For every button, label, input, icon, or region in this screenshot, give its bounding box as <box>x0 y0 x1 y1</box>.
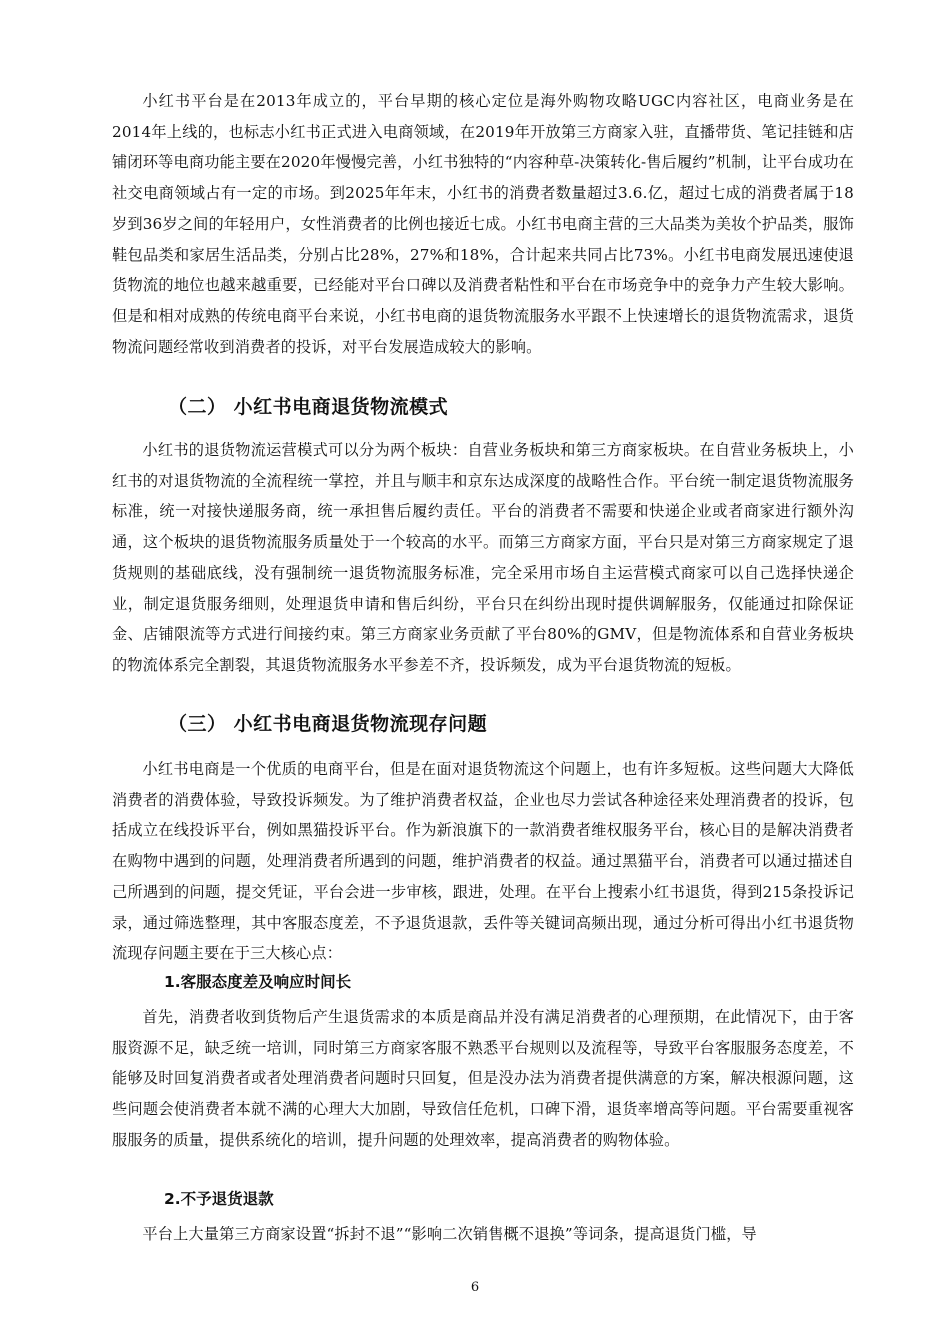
subheading-customer-service: 1.客服态度差及响应时间长 <box>164 973 352 991</box>
paragraph-return-logistics-model: 小红书的退货物流运营模式可以分为两个板块：自营业务板块和第三方商家板块。在自营业务板块上，小红书的对退货物流的全流程统一掌控，并且与顺丰和京东达成深度的战略性合作。平台统一制定退货物流服务标准，统一对接快递服务商，统一承担售后履约责任。平台的消费者不需要和快递企业或者商家进行额外沟通，这个板块的退货物流服务质量处于一个较高的水平。而第三方商家方面，平台只是对第三方商家规定了退货规则的基础底线，没有强制统一退货物流服务标准，完全采用市场自主运营模式商家可以自己选择快递企业，制定退货服务细则，处理退货申请和售后纠纷，平台只在纠纷出现时提供调解服务，仅能通过扣除保证金、店铺限流等方式进行间接约束。第三方商家业务贡献了平台80%的GMV，但是物流体系和自营业务板块的物流体系完全割裂，其退货物流服务水平参差不齐，投诉频发，成为平台退货物流的短板。 <box>112 441 854 674</box>
paragraph-existing-problems: 小红书电商是一个优质的电商平台，但是在面对退货物流这个问题上，也有许多短板。这些问题大大降低消费者的消费体验，导致投诉频发。为了维护消费者权益，企业也尽力尝试各种途径来处理消费者的投诉，包括成立在线投诉平台，例如黑猫投诉平台。作为新浪旗下的一款消费者维权服务平台，核心目的是解决消费者在购物中遇到的问题，处理消费者所遇到的问题，维护消费者的权益。通过黑猫平台，消费者可以通过描述自己所遇到的问题，提交凭证，平台会进一步审核，跟进，处理。在平台上搜索小红书退货，得到215条投诉记录，通过筛选整理，其中客服态度差，不予退货退款，丢件等关键词高频出现，通过分析可得出小红书退货物流现存问题主要在于三大核心点： <box>112 760 854 963</box>
paragraph-no-refund: 平台上大量第三方商家设置“拆封不退”“影响二次销售概不退换”等词条，提高退货门槛，导 <box>142 1225 757 1243</box>
section-heading-existing-problems: （三） 小红书电商退货物流现存问题 <box>168 713 488 735</box>
section-heading-return-logistics-model: （二） 小红书电商退货物流模式 <box>168 396 449 418</box>
paragraph-platform-overview: 小红书平台是在2013年成立的，平台早期的核心定位是海外购物攻略UGC内容社区，电商业务是在2014年上线的，也标志小红书正式进入电商领域，在2019年开放第三方商家入驻，直播带货、笔记挂链和店铺闭环等电商功能主要在2020年慢慢完善，小红书独特的“内容种草-决策转化-售后履约”机制，让平台成功在社交电商领域占有一定的市场。到2025年年末，小红书的消费者数量超过3.6.亿，超过七成的消费者属于18岁到36岁之间的年轻用户，女性消费者的比例也接近七成。小红书电商主营的三大品类为美妆个护品类，服饰鞋包品类和家居生活品类，分别占比28%，27%和18%，合计起来共同占比73%。小红书电商发展迅速使退货物流的地位也越来越重要，已经能对平台口碑以及消费者粘性和平台在市场竞争中的竞争力产生较大影响。但是和相对成熟的传统电商平台来说，小红书电商的退货物流服务水平跟不上快速增长的退货物流需求，退货物流问题经常收到消费者的投诉，对平台发展造成较大的影响。 <box>112 92 854 356</box>
paragraph-customer-service: 首先，消费者收到货物后产生退货需求的本质是商品并没有满足消费者的心理预期，在此情况下，由于客服资源不足，缺乏统一培训，同时第三方商家客服不熟悉平台规则以及流程等，导致平台客服服务态度差，不能够及时回复消费者或者处理消费者问题时只回复，但是没办法为消费者提供满意的方案，解决根源问题，这些问题会使消费者本就不满的心理大大加剧，导致信任危机，口碑下滑，退货率增高等问题。平台需要重视客服服务的质量，提供系统化的培训，提升问题的处理效率，提高消费者的购物体验。 <box>112 1008 854 1149</box>
page-number: 6 <box>470 1280 480 1295</box>
subheading-no-refund: 2.不予退货退款 <box>164 1190 274 1208</box>
